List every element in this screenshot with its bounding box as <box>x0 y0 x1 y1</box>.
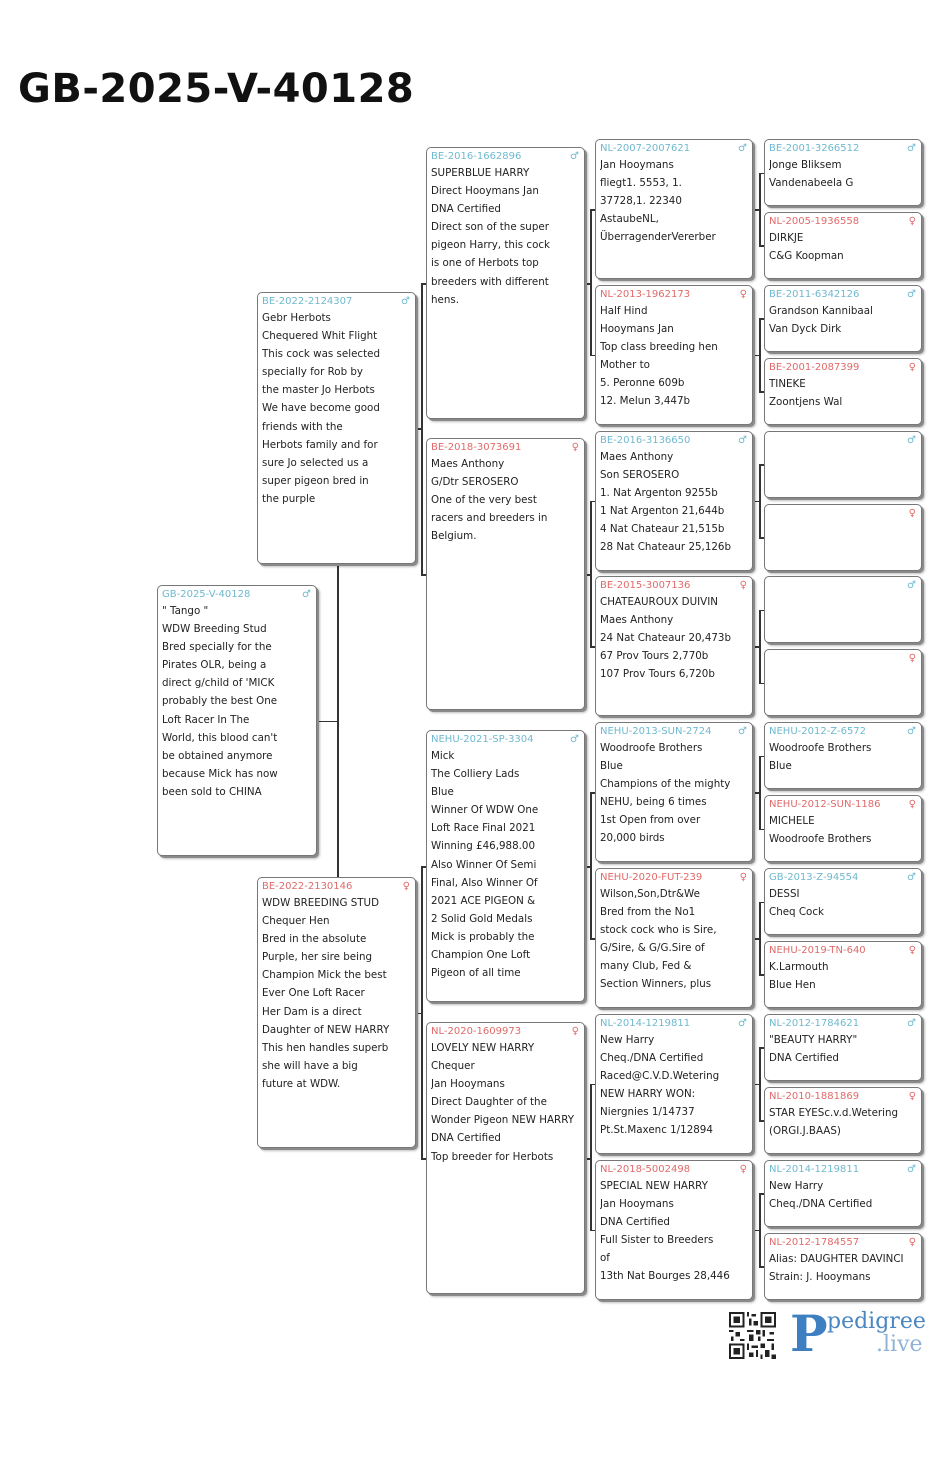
bird-details <box>431 455 580 545</box>
pigeon-card-great-great-grandparent[interactable] <box>764 649 922 716</box>
detail-line: Niergnies 1/14737 <box>600 1106 695 1119</box>
detail-line: NEW HARRY WON: <box>600 1088 696 1101</box>
male-symbol-icon: ♂ <box>907 1018 916 1029</box>
connector-gen3-out <box>753 209 759 211</box>
ring-number: NEHU-2012-Z-6572 <box>769 726 867 737</box>
detail-line: Maes Anthony <box>600 614 674 627</box>
detail-line: Woodroofe Brothers <box>600 742 703 754</box>
detail-line: be obtained anymore <box>162 749 273 762</box>
detail-line: Pigeon of all time <box>431 967 521 980</box>
detail-line: Final, Also Winner Of <box>431 876 538 889</box>
male-symbol-icon: ♂ <box>302 589 311 600</box>
connector-gen3-gen4 <box>759 464 761 537</box>
pigeon-card-subject[interactable] <box>157 585 317 856</box>
pigeon-card-dam[interactable] <box>257 877 416 1148</box>
logo-text-live: .live <box>876 1332 923 1357</box>
detail-line: (ORGI.J.BAAS) <box>769 1125 841 1137</box>
ring-number: NL-2013-1962173 <box>600 289 691 300</box>
detail-line: NEHU, being 6 times <box>600 796 707 809</box>
ring-number: NL-2020-1609973 <box>431 1026 522 1037</box>
female-symbol-icon: ♀ <box>402 881 410 892</box>
detail-line: Wilson,Son,Dtr&We <box>600 888 700 900</box>
detail-line: 24 Nat Chateaur 20,473b <box>600 632 732 645</box>
detail-line: Full Sister to Breeders <box>600 1234 714 1247</box>
detail-line: 1 Nat Argenton 21,644b <box>600 505 725 518</box>
detail-line: SPECIAL NEW HARRY <box>600 1180 708 1192</box>
connector-gen1 <box>416 1013 421 1015</box>
male-symbol-icon: ♂ <box>401 296 410 307</box>
detail-line: This cock was selected <box>262 348 381 361</box>
bird-details <box>769 1031 917 1067</box>
detail-line: CHATEAUROUX DUIVIN <box>600 596 718 608</box>
female-symbol-icon: ♀ <box>739 580 747 591</box>
detail-line: G/Sire, & G/G.Sire of <box>600 942 705 955</box>
detail-line: Maes Anthony <box>431 458 505 470</box>
detail-line: WDW BREEDING STUD <box>262 897 380 909</box>
detail-line: ÜberragenderVererber <box>600 231 716 244</box>
connector-gen1-gen2 <box>421 866 423 1158</box>
connector-gen3-out <box>753 501 759 503</box>
detail-line: New Harry <box>600 1034 655 1046</box>
male-symbol-icon: ♂ <box>907 580 916 591</box>
detail-line: Top class breeding hen <box>600 341 718 354</box>
pigeon-card-great-great-grandparent[interactable] <box>764 431 922 498</box>
detail-line: Pt.St.Maxenc 1/12894 <box>600 1124 713 1137</box>
detail-line: Champion Mick the best <box>262 969 387 982</box>
detail-line: DESSI <box>769 888 800 900</box>
ring-number: BE-2001-2087399 <box>769 362 860 373</box>
ring-number: BE-2022-2124307 <box>262 296 353 307</box>
detail-line: 5. Peronne 609b <box>600 377 685 390</box>
bird-details <box>600 1031 748 1140</box>
detail-line: Her Dam is a direct <box>262 1005 362 1018</box>
detail-line: Loft Race Final 2021 <box>431 822 536 835</box>
ring-number: BE-2016-1662896 <box>431 151 522 162</box>
female-symbol-icon: ♀ <box>908 799 916 810</box>
male-symbol-icon: ♂ <box>738 435 747 446</box>
detail-line: Belgium. <box>431 530 477 543</box>
connector-gen2-out <box>585 283 590 285</box>
bird-details <box>600 739 748 848</box>
connector-gen3-out <box>753 646 759 648</box>
detail-line: AstaubeNL, <box>600 213 659 226</box>
detail-line: because Mick has now <box>162 767 278 780</box>
ring-number: NEHU-2020-FUT-239 <box>600 872 703 883</box>
detail-line: Chequer <box>431 1060 475 1073</box>
connector-gen3-out <box>753 355 759 357</box>
detail-line: Bred from the No1 <box>600 906 696 919</box>
detail-line: Blue <box>431 786 454 799</box>
detail-line: DNA Certified <box>600 1216 670 1229</box>
detail-line: hens. <box>431 293 460 306</box>
pigeon-card-great-great-grandparent[interactable] <box>764 504 922 571</box>
ring-number: NL-2012-1784557 <box>769 1237 860 1248</box>
pigeon-card-great-great-grandparent[interactable] <box>764 1014 922 1081</box>
male-symbol-icon: ♂ <box>907 726 916 737</box>
detail-line: Vandenabeela G <box>769 177 854 189</box>
detail-line: Jan Hooymans <box>431 1078 505 1091</box>
pigeon-card-sire[interactable] <box>257 292 416 564</box>
detail-line: Woodroofe Brothers <box>769 833 872 845</box>
ring-number: NEHU-2019-TN-640 <box>769 945 866 956</box>
detail-line: 107 Prov Tours 6,720b <box>600 668 715 681</box>
ring-number: BE-2015-3007136 <box>600 580 691 591</box>
pigeon-card-grandparent[interactable] <box>426 1022 585 1294</box>
detail-line: Chequer Hen <box>262 915 330 928</box>
detail-line: New Harry <box>769 1180 824 1192</box>
pigeon-card-great-great-grandparent[interactable] <box>764 1233 922 1300</box>
pigeon-card-great-great-grandparent[interactable] <box>764 1160 922 1227</box>
detail-line: Mick <box>431 750 455 762</box>
detail-line: LOVELY NEW HARRY <box>431 1042 535 1054</box>
female-symbol-icon: ♀ <box>908 508 916 519</box>
detail-line: One of the very best <box>431 494 537 507</box>
detail-line: Herbots family and for <box>262 438 378 451</box>
connector-subject-parents <box>337 564 339 877</box>
detail-line: Winning £46,988.00 <box>431 840 536 853</box>
ring-number: NL-2014-1219811 <box>769 1164 860 1175</box>
connector-gen3-gen4 <box>759 318 761 391</box>
ring-number <box>769 434 917 448</box>
ring-number: GB-2025-V-40128 <box>162 589 251 600</box>
detail-line: Jan Hooymans <box>600 159 674 171</box>
ring-number: NEHU-2012-SUN-1186 <box>769 799 881 810</box>
detail-line: future at WDW. <box>262 1077 341 1090</box>
ring-number: NEHU-2021-SP-3304 <box>431 734 534 745</box>
detail-line: 20,000 birds <box>600 832 665 845</box>
ring-number <box>769 507 917 521</box>
detail-line: G/Dtr SEROSERO <box>431 476 519 489</box>
detail-line: Jan Hooymans <box>600 1198 674 1211</box>
pigeon-card-great-great-grandparent[interactable] <box>764 576 922 643</box>
pigeon-card-great-great-grandparent[interactable] <box>764 1087 922 1154</box>
detail-line: 12. Melun 3,447b <box>600 395 691 408</box>
connector-gen3-gen4 <box>759 610 761 683</box>
detail-line: Alias: DAUGHTER DAVINCI <box>769 1253 904 1265</box>
ring-number: BE-2011-6342126 <box>769 289 860 300</box>
pigeon-card-great-grandparent[interactable] <box>595 576 753 716</box>
bird-details <box>600 156 748 246</box>
detail-line: " Tango " <box>162 605 209 617</box>
bird-details <box>162 602 312 801</box>
pigeon-card-great-grandparent[interactable] <box>595 868 753 1008</box>
detail-line: Gebr Herbots <box>262 312 331 324</box>
detail-line: Wonder Pigeon NEW HARRY <box>431 1114 574 1127</box>
male-symbol-icon: ♂ <box>738 1018 747 1029</box>
connector-gen1-gen2 <box>421 283 423 574</box>
male-symbol-icon: ♂ <box>907 435 916 446</box>
detail-line: direct g/child of 'MICK <box>162 677 275 690</box>
detail-line: Woodroofe Brothers <box>769 742 872 754</box>
female-symbol-icon: ♀ <box>908 362 916 373</box>
detail-line: Also Winner Of Semi <box>431 858 537 871</box>
female-symbol-icon: ♀ <box>908 1091 916 1102</box>
detail-line: specially for Rob by <box>262 366 364 379</box>
connector-gen3-gen4 <box>759 1047 761 1120</box>
pigeon-card-grandparent[interactable] <box>426 730 585 1002</box>
male-symbol-icon: ♂ <box>570 734 579 745</box>
connector-gen2-gen3 <box>590 792 592 938</box>
detail-line: pigeon Harry, this cock <box>431 239 550 252</box>
detail-line: C&G Koopman <box>769 250 844 262</box>
detail-line: DIRKJE <box>769 232 804 244</box>
bird-details <box>769 885 917 921</box>
qr-code-icon[interactable] <box>729 1312 776 1359</box>
female-symbol-icon: ♀ <box>739 1164 747 1175</box>
detail-line: Blue <box>769 760 792 772</box>
bird-details <box>262 309 411 508</box>
detail-line: DNA Certified <box>431 203 501 216</box>
female-symbol-icon: ♀ <box>908 1237 916 1248</box>
ring-number: GB-2013-Z-94554 <box>769 872 859 883</box>
ring-number: NL-2010-1881869 <box>769 1091 860 1102</box>
ring-number <box>769 652 917 666</box>
pigeon-card-great-great-grandparent[interactable] <box>764 722 922 789</box>
detail-line: 37728,1. 22340 <box>600 195 682 208</box>
detail-line: racers and breeders in <box>431 512 548 525</box>
detail-line: 67 Prov Tours 2,770b <box>600 650 709 663</box>
detail-line: Blue <box>600 760 623 773</box>
pigeon-card-great-grandparent[interactable] <box>595 1160 753 1300</box>
ring-number: NL-2014-1219811 <box>600 1018 691 1029</box>
detail-line: the purple <box>262 492 316 505</box>
detail-line: Top breeder for Herbots <box>431 1150 554 1163</box>
connector-gen2-out <box>585 1158 590 1160</box>
detail-line: breeders with different <box>431 275 549 288</box>
detail-line: Chequered Whit Flight <box>262 330 378 343</box>
detail-line: Mick is probably the <box>431 930 535 943</box>
pigeon-card-great-grandparent[interactable] <box>595 431 753 571</box>
ring-number: NL-2005-1936558 <box>769 216 860 227</box>
bird-details <box>769 1177 917 1213</box>
ring-number: BE-2016-3136650 <box>600 435 691 446</box>
bird-details <box>431 1039 580 1166</box>
bird-details <box>431 164 580 309</box>
bird-details <box>769 229 917 265</box>
detail-line: Loft Racer In The <box>162 713 250 726</box>
male-symbol-icon: ♂ <box>907 143 916 154</box>
ring-number <box>769 579 917 593</box>
bird-details <box>600 885 748 994</box>
connector-gen2-out <box>585 574 590 576</box>
female-symbol-icon: ♀ <box>571 1026 579 1037</box>
detail-line: Blue Hen <box>769 979 816 991</box>
detail-line: Winner Of WDW One <box>431 804 539 817</box>
detail-line: Half Hind <box>600 305 648 317</box>
detail-line: of <box>600 1252 610 1265</box>
detail-line: Pirates OLR, being a <box>162 659 267 672</box>
ring-number: NEHU-2013-SUN-2724 <box>600 726 712 737</box>
male-symbol-icon: ♂ <box>738 143 747 154</box>
connector-gen2-gen3 <box>590 1084 592 1230</box>
connector-gen2-gen3 <box>590 209 592 355</box>
detail-line: 28 Nat Chateaur 25,126b <box>600 541 732 554</box>
detail-line: Bred specially for the <box>162 641 272 654</box>
detail-line: sure Jo selected us a <box>262 456 369 469</box>
detail-line: Strain: J. Hooymans <box>769 1271 871 1283</box>
bird-details <box>769 156 917 192</box>
connector-gen3-gen4 <box>759 902 761 975</box>
pigeon-card-great-great-grandparent[interactable] <box>764 941 922 1008</box>
connector-gen3-out <box>753 1084 759 1086</box>
detail-line: the master Jo Herbots <box>262 384 375 397</box>
detail-line: 2021 ACE PIGEON & <box>431 894 536 907</box>
detail-line: Direct Daughter of the <box>431 1096 547 1109</box>
detail-line: 13th Nat Bourges 28,446 <box>600 1270 730 1283</box>
detail-line: Hooymans Jan <box>600 323 674 336</box>
pigeon-card-great-great-grandparent[interactable] <box>764 139 922 206</box>
ring-number: NL-2018-5002498 <box>600 1164 691 1175</box>
female-symbol-icon: ♀ <box>571 442 579 453</box>
connector-gen2-gen3 <box>590 501 592 647</box>
connector-gen3-gen4 <box>759 756 761 829</box>
detail-line: Section Winners, plus <box>600 978 712 991</box>
detail-line: "BEAUTY HARRY" <box>769 1034 858 1046</box>
detail-line: Grandson Kannibaal <box>769 305 873 317</box>
detail-line: MICHELE <box>769 815 815 827</box>
detail-line: is one of Herbots top <box>431 257 539 270</box>
pigeon-card-great-great-grandparent[interactable] <box>764 868 922 935</box>
detail-line: Champions of the mighty <box>600 778 731 791</box>
pigeon-card-great-great-grandparent[interactable] <box>764 212 922 279</box>
connector-gen2-out <box>585 866 590 868</box>
detail-line: This hen handles superb <box>262 1041 389 1054</box>
bird-details <box>769 812 917 848</box>
detail-line: Mother to <box>600 359 650 372</box>
detail-line: fliegt1. 5553, 1. <box>600 177 682 190</box>
bird-details <box>769 1250 917 1286</box>
detail-line: Cheq./DNA Certified <box>769 1198 873 1210</box>
detail-line: 1. Nat Argenton 9255b <box>600 487 718 500</box>
male-symbol-icon: ♂ <box>570 151 579 162</box>
female-symbol-icon: ♀ <box>908 653 916 664</box>
detail-line: Zoontjens Wal <box>769 396 843 408</box>
bird-details <box>769 958 917 994</box>
pigeon-card-great-grandparent[interactable] <box>595 722 753 862</box>
detail-line: friends with the <box>262 420 343 433</box>
detail-line: 2 Solid Gold Medals <box>431 912 533 925</box>
detail-line: Son SEROSERO <box>600 469 680 482</box>
bird-details <box>600 448 748 557</box>
connector-gen3-gen4 <box>759 1193 761 1266</box>
bird-details <box>600 1177 748 1286</box>
detail-line: Direct son of the super <box>431 221 549 234</box>
detail-line: Direct Hooymans Jan <box>431 185 539 198</box>
detail-line: Daughter of NEW HARRY <box>262 1023 390 1036</box>
detail-line: Raced@C.V.D.Wetering <box>600 1070 720 1083</box>
connector-gen1 <box>416 428 421 430</box>
pigeon-card-grandparent[interactable] <box>426 147 585 419</box>
bird-details <box>262 894 411 1093</box>
detail-line: many Club, Fed & <box>600 960 692 973</box>
detail-line: TINEKE <box>769 378 806 390</box>
detail-line: SUPERBLUE HARRY <box>431 167 530 179</box>
detail-line: stock cock who is Sire, <box>600 924 717 937</box>
connector-gen3-gen4 <box>759 173 761 246</box>
pigeon-card-great-great-grandparent[interactable] <box>764 285 922 352</box>
logo-initial: P <box>790 1304 828 1363</box>
detail-line: she will have a big <box>262 1059 358 1072</box>
logo-text-pedigree: pedigree <box>827 1309 926 1334</box>
bird-details <box>431 747 580 982</box>
detail-line: Maes Anthony <box>600 451 674 463</box>
detail-line: Champion One Loft <box>431 949 531 962</box>
male-symbol-icon: ♂ <box>907 872 916 883</box>
detail-line: STAR EYESc.v.d.Wetering <box>769 1107 899 1119</box>
detail-line: DNA Certified <box>431 1132 501 1145</box>
detail-line: World, this blood can't <box>162 731 278 744</box>
ring-number: NL-2007-2007621 <box>600 143 691 154</box>
female-symbol-icon: ♀ <box>739 289 747 300</box>
ring-number: BE-2022-2130146 <box>262 881 353 892</box>
ring-number: BE-2001-3266512 <box>769 143 860 154</box>
detail-line: DNA Certified <box>769 1052 839 1064</box>
pigeon-card-great-great-grandparent[interactable] <box>764 358 922 425</box>
connector-gen3-out <box>753 938 759 940</box>
pigeon-card-grandparent[interactable] <box>426 438 585 710</box>
detail-line: Van Dyck Dirk <box>769 323 842 335</box>
bird-details <box>769 739 917 775</box>
bird-details <box>769 375 917 411</box>
pigeon-card-great-grandparent[interactable] <box>595 285 753 425</box>
detail-line: Cheq Cock <box>769 906 824 918</box>
detail-line: Jonge Bliksem <box>769 159 842 171</box>
detail-line: K.Larmouth <box>769 961 829 973</box>
female-symbol-icon: ♀ <box>908 216 916 227</box>
detail-line: Ever One Loft Racer <box>262 987 365 1000</box>
detail-line: We have become good <box>262 402 380 415</box>
bird-details <box>600 593 748 683</box>
detail-line: WDW Breeding Stud <box>162 623 267 636</box>
bird-details <box>769 1104 917 1140</box>
pedigree-live-logo[interactable] <box>790 1304 926 1363</box>
bird-details <box>600 302 748 411</box>
connector-gen3-out <box>753 792 759 794</box>
connector-subject <box>317 721 337 723</box>
detail-line: 1st Open from over <box>600 814 701 827</box>
detail-line: super pigeon bred in <box>262 474 369 487</box>
pigeon-card-great-grandparent[interactable] <box>595 1014 753 1154</box>
pedigree-title: GB-2025-V-40128 <box>18 66 415 112</box>
connector-gen3-out <box>753 1230 759 1232</box>
pigeon-card-great-great-grandparent[interactable] <box>764 795 922 862</box>
detail-line: Bred in the absolute <box>262 933 367 946</box>
female-symbol-icon: ♀ <box>739 872 747 883</box>
detail-line: Cheq./DNA Certified <box>600 1052 704 1065</box>
detail-line: Purple, her sire being <box>262 951 373 964</box>
ring-number: NL-2012-1784621 <box>769 1018 860 1029</box>
pigeon-card-great-grandparent[interactable] <box>595 139 753 279</box>
female-symbol-icon: ♀ <box>908 945 916 956</box>
detail-line: probably the best One <box>162 695 278 708</box>
male-symbol-icon: ♂ <box>907 1164 916 1175</box>
detail-line: The Colliery Lads <box>431 768 520 781</box>
detail-line: 4 Nat Chateaur 21,515b <box>600 523 725 536</box>
detail-line: been sold to CHINA <box>162 785 262 798</box>
male-symbol-icon: ♂ <box>907 289 916 300</box>
bird-details <box>769 302 917 338</box>
ring-number: BE-2018-3073691 <box>431 442 522 453</box>
male-symbol-icon: ♂ <box>738 726 747 737</box>
